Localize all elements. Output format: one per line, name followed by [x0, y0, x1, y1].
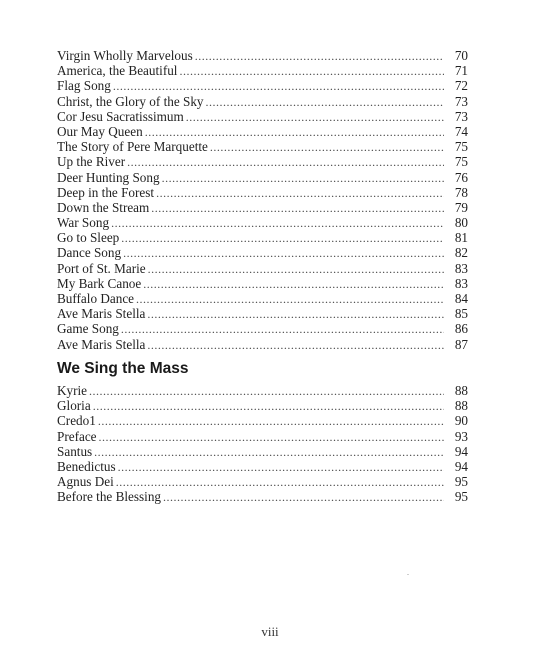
dot-leader	[127, 155, 444, 170]
dot-leader	[99, 430, 444, 445]
dot-leader	[121, 322, 444, 337]
dot-leader	[148, 262, 444, 277]
entry-title: Dance Song	[57, 245, 122, 261]
entry-title: Agnus Dei	[57, 474, 114, 490]
entry-page-number: 95	[454, 474, 468, 490]
contents-entry	[57, 291, 468, 306]
entry-title: Buffalo Dance	[57, 291, 135, 306]
entry-page-number: 95	[454, 489, 468, 505]
contents-entry	[57, 459, 468, 474]
entry-page-number: 75	[454, 139, 468, 155]
entry-page-number: 76	[454, 169, 468, 185]
entry-page-number: 94	[454, 443, 468, 459]
entry-title: My Bark Canoe	[57, 275, 142, 291]
contents-entry	[57, 94, 468, 109]
entry-page-number: 83	[454, 275, 468, 291]
contents-entry	[57, 109, 468, 124]
entry-page-number: 94	[454, 458, 468, 474]
dot-leader	[116, 475, 444, 490]
entry-title: Benedictus	[57, 458, 116, 474]
entry-title: Cor Jesu Sacratissimum	[57, 108, 184, 124]
dot-leader	[89, 384, 444, 399]
contents-entry	[57, 398, 468, 413]
contents-entry	[57, 185, 468, 200]
contents-entry	[57, 230, 468, 245]
paper-speck	[407, 574, 409, 575]
dot-leader	[210, 140, 444, 155]
contents-entry	[57, 245, 468, 260]
contents-entry	[57, 413, 468, 428]
contents-list-songs	[57, 48, 468, 352]
entry-title: Game Song	[57, 321, 119, 337]
dot-leader	[121, 231, 444, 246]
contents-entry	[57, 139, 468, 154]
contents-entry	[57, 383, 468, 398]
dot-leader	[98, 414, 444, 429]
entry-title: Deep in the Forest	[57, 184, 155, 200]
dot-leader	[195, 49, 444, 64]
contents-entry	[57, 124, 468, 139]
dot-leader	[136, 292, 444, 307]
entry-page-number: 90	[454, 413, 468, 429]
dot-leader	[162, 171, 444, 186]
entry-page-number: 70	[454, 48, 468, 63]
entry-title: Deer Hunting Song	[57, 169, 160, 185]
entry-page-number: 93	[454, 428, 468, 444]
contents-entry	[57, 215, 468, 230]
entry-title: America, the Beautiful	[57, 63, 178, 79]
dot-leader	[123, 246, 444, 261]
dot-leader	[206, 95, 444, 110]
dot-leader	[145, 125, 444, 140]
contents-entry	[57, 489, 468, 504]
contents-entry	[57, 429, 468, 444]
entry-title: Up the River	[57, 154, 126, 170]
entry-page-number: 79	[454, 199, 468, 215]
contents-entry	[57, 200, 468, 215]
entry-page-number: 71	[454, 63, 468, 79]
contents-entry	[57, 170, 468, 185]
entry-title: War Song	[57, 215, 110, 231]
contents-list-mass	[57, 383, 468, 505]
dot-leader	[151, 201, 444, 216]
contents-entry	[57, 474, 468, 489]
contents-entry	[57, 276, 468, 291]
entry-title: Credo1	[57, 413, 96, 429]
contents-entry	[57, 154, 468, 169]
entry-page-number: 86	[454, 321, 468, 337]
contents-entry	[57, 261, 468, 276]
dot-leader	[163, 490, 444, 505]
entry-page-number: 72	[454, 78, 468, 94]
entry-title: Preface	[57, 428, 97, 444]
contents-entry	[57, 444, 468, 459]
dot-leader	[156, 186, 444, 201]
entry-page-number: 88	[454, 398, 468, 414]
contents-entry	[57, 78, 468, 93]
entry-page-number: 73	[454, 108, 468, 124]
section-heading: We Sing the Mass	[57, 360, 189, 377]
dot-leader	[113, 79, 444, 94]
entry-title: Ave Maris Stella	[57, 306, 146, 322]
page-number-folio: viii	[261, 624, 279, 639]
dot-leader	[147, 338, 444, 353]
contents-entry	[57, 48, 468, 63]
dot-leader	[94, 445, 444, 460]
entry-title: Go to Sleep	[57, 230, 120, 246]
entry-title: Our May Queen	[57, 123, 143, 139]
entry-page-number: 80	[454, 215, 468, 231]
entry-page-number: 84	[454, 291, 468, 306]
entry-title: Port of St. Marie	[57, 260, 146, 276]
contents-entry	[57, 337, 468, 352]
entry-page-number: 87	[454, 336, 468, 352]
entry-title: The Story of Pere Marquette	[57, 139, 208, 155]
entry-title: Flag Song	[57, 78, 111, 94]
dot-leader	[147, 307, 444, 322]
entry-title: Virgin Wholly Marvelous	[57, 48, 193, 63]
entry-page-number: 75	[454, 154, 468, 170]
contents-entry	[57, 306, 468, 321]
entry-page-number: 82	[454, 245, 468, 261]
dot-leader	[186, 110, 444, 125]
entry-title: Santus	[57, 443, 93, 459]
contents-entry	[57, 321, 468, 336]
entry-page-number: 85	[454, 306, 468, 322]
entry-title: Ave Maris Stella	[57, 336, 146, 352]
entry-page-number: 78	[454, 184, 468, 200]
entry-page-number: 81	[454, 230, 468, 246]
entry-title: Gloria	[57, 398, 91, 414]
dot-leader	[179, 64, 444, 79]
dot-leader	[118, 460, 444, 475]
entry-title: Christ, the Glory of the Sky	[57, 93, 204, 109]
dot-leader	[143, 277, 444, 292]
dot-leader	[111, 216, 444, 231]
entry-page-number: 88	[454, 383, 468, 398]
entry-title: Down the Stream	[57, 199, 150, 215]
dot-leader	[93, 399, 444, 414]
entry-title: Before the Blessing	[57, 489, 162, 505]
entry-page-number: 74	[454, 123, 468, 139]
entry-page-number: 83	[454, 260, 468, 276]
contents-entry	[57, 63, 468, 78]
entry-title: Kyrie	[57, 383, 88, 398]
entry-page-number: 73	[454, 93, 468, 109]
